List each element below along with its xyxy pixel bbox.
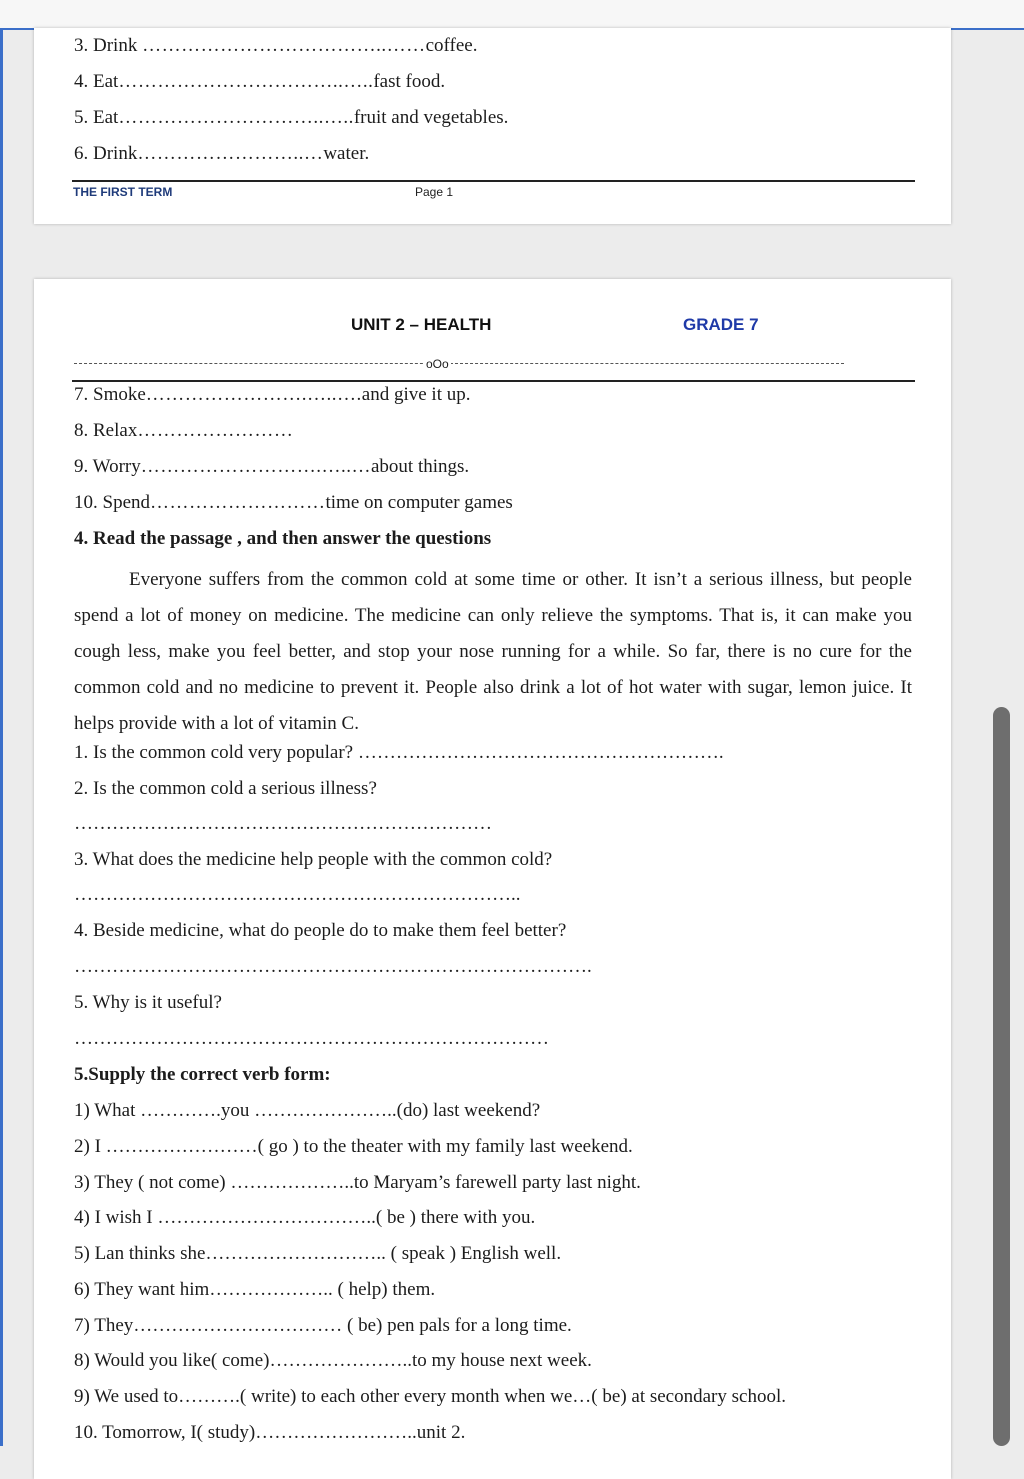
answer-line: ………………………………………………………… [74, 813, 492, 834]
blank: …………………….…..…. [145, 384, 362, 405]
blank: ……………………………..….. [118, 71, 374, 92]
question-3: 3. What does the medicine help people with the common cold? [74, 849, 553, 870]
exercise-item-4 [74, 70, 445, 94]
page-2 [34, 279, 951, 1479]
footer-rule [72, 180, 915, 182]
verb-item: 6) They want him……………….. ( help) them. [74, 1279, 436, 1300]
item-rest: and give it up. [361, 384, 471, 405]
verb-item: 7) They…………………………… ( be) pen pals for a long time. [74, 1315, 572, 1336]
item-rest: fast food. [373, 71, 446, 92]
item-rest: coffee. [425, 35, 478, 56]
reading-heading: 4. Read the passage , and then answer the questions [74, 528, 492, 549]
answer-line: ………………………………………………………………… [74, 1028, 549, 1049]
item-label: 10. Spend [74, 492, 150, 513]
item-label: 5. Eat [74, 107, 119, 128]
verb-item: 5) Lan thinks she……………………….. ( speak ) English well. [74, 1243, 562, 1264]
page-1 [34, 28, 951, 224]
exercise-item-7 [74, 383, 470, 407]
viewer-left-edge [0, 28, 3, 1446]
verb-item: 10. Tomorrow, I( study)……………………..unit 2. [74, 1422, 466, 1443]
question-4: 4. Beside medicine, what do people do to make them feel better? [74, 920, 567, 941]
verb-item: 9) We used to……….( write) to each other every month when we…( be) at secondary school. [74, 1386, 786, 1407]
answer-line: …………………………………………………………….. [74, 884, 521, 905]
item-label: 9. Worry [74, 456, 141, 477]
question-1: 1. Is the common cold very popular? …………………………………………………. [74, 742, 724, 763]
blank: …………………… [137, 420, 294, 441]
exercise-item-9 [74, 455, 469, 479]
viewer-top-bar [0, 0, 1024, 30]
header-rule [72, 380, 915, 382]
dashed-separator [74, 363, 844, 364]
item-label: 6. Drink [74, 143, 138, 164]
unit-title: UNIT 2 – HEALTH [351, 315, 492, 334]
item-label: 8. Relax [74, 420, 138, 441]
blank: ……………………….…..… [140, 456, 371, 477]
question-2: 2. Is the common cold a serious illness? [74, 778, 377, 799]
reading-passage [74, 562, 912, 742]
question-5: 5. Why is it useful? [74, 992, 222, 1013]
exercise-item-3 [74, 34, 477, 58]
item-rest: about things. [370, 456, 470, 477]
footer-term-label: THE FIRST TERM [73, 185, 173, 199]
blank: ………………………………..…… [142, 35, 426, 56]
item-label: 3. Drink [74, 35, 143, 56]
footer-page-number: Page 1 [415, 185, 454, 199]
verb-item: 2) I ……………………( go ) to the theater with my family last weekend. [74, 1136, 633, 1157]
exercise-item-6 [74, 142, 369, 166]
blank: ……………………..… [137, 143, 324, 164]
item-label: 4. Eat [74, 71, 119, 92]
vertical-scrollbar-thumb[interactable] [993, 707, 1010, 1446]
verb-form-heading: 5.Supply the correct verb form: [74, 1064, 331, 1085]
exercise-item-5 [74, 106, 508, 130]
separator-mark: oOo [426, 357, 449, 371]
item-rest: water. [323, 143, 370, 164]
item-label: 7. Smoke [74, 384, 146, 405]
exercise-item-10 [74, 491, 513, 515]
item-rest: fruit and vegetables. [353, 107, 509, 128]
passage-text: Everyone suffers from the common cold at some time or other. It isn’t a serious illness, but people spend a lot of money on medicine. The medicine can only relieve the symptoms. That is, it can make you cough less, make you feel better, and stop your nose running for a while. So far, there is no cure for the common cold and no medicine to prevent it. People also drink a lot of hot water with sugar, lemon juice. It helps provide with a lot of vitamin C. [74, 569, 912, 734]
verb-item: 1) What ………….you …………………..(do) last weekend? [74, 1100, 541, 1121]
item-rest: time on computer games [325, 492, 513, 513]
answer-line: ………………………………………………………………………. [74, 956, 592, 977]
grade-label: GRADE 7 [683, 315, 759, 334]
verb-item: 4) I wish I ……………………………..( be ) there with you. [74, 1207, 536, 1228]
exercise-item-8 [74, 419, 293, 443]
blank: ……………………… [150, 492, 326, 513]
blank: …………………………..….. [118, 107, 354, 128]
verb-item: 8) Would you like( come)…………………..to my house next week. [74, 1350, 592, 1371]
verb-item: 3) They ( not come) ………………..to Maryam’s farewell party last night. [74, 1172, 641, 1193]
